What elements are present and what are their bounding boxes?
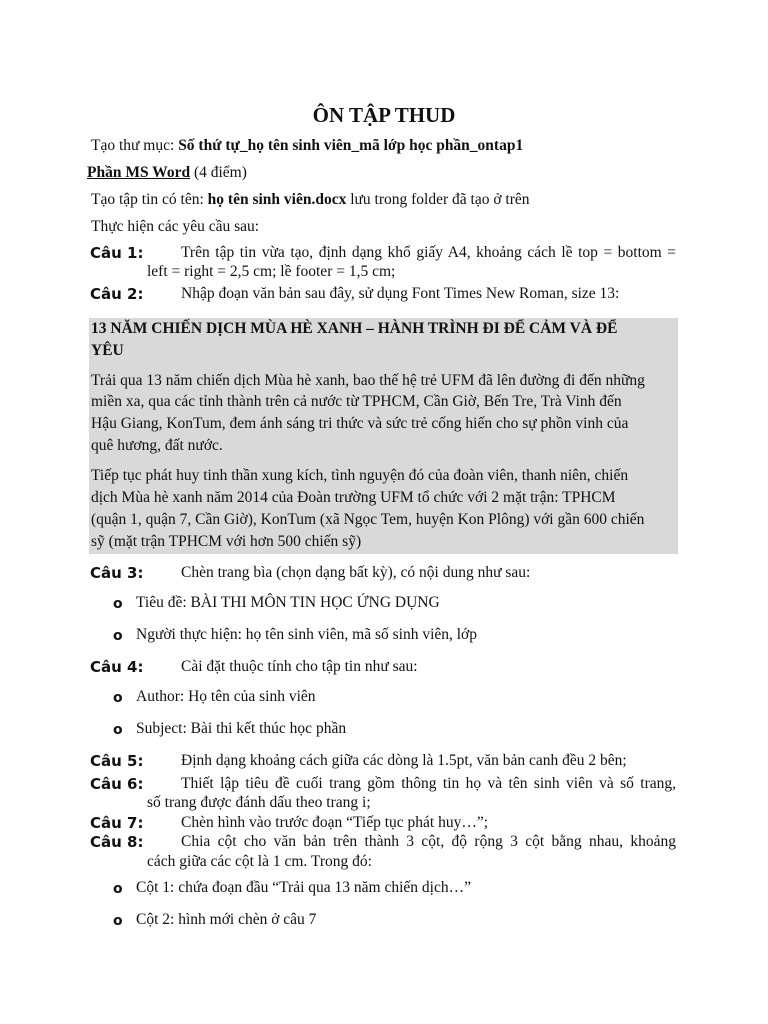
question-1-line-1: Trên tập tin vừa tạo, định dạng khổ giấy A4, khoảng cách lề top = bottom = [181, 244, 676, 261]
question-1-line-2: left = right = 2,5 cm; lề footer = 1,5 cm; [147, 263, 396, 280]
question-5-text: Định dạng khoảng cách giữa các dòng là 1.5pt, văn bản canh đều 2 bên; [181, 752, 627, 769]
question-6-line-2: số trang được đánh dấu theo trang i; [147, 794, 371, 811]
file-prefix: Tạo tập tin có tên: [91, 191, 208, 208]
question-4-bullet-2: Subject: Bài thi kết thúc học phần [136, 720, 347, 737]
requirements-intro: Thực hiện các yêu cầu sau: [91, 218, 260, 235]
question-8-line-2: cách giữa các cột là 1 cm. Trong đó: [147, 853, 372, 870]
question-1-label: Câu 1: [90, 244, 144, 262]
bullet-marker: o [113, 628, 123, 644]
question-8-label: Câu 8: [90, 833, 144, 851]
passage-p2-line-2: dịch Mùa hè xanh năm 2014 của Đoàn trường UFM tổ chức với 2 mặt trận: TPHCM [91, 489, 616, 506]
passage-p2-line-4: sỹ (mặt trận TPHCM với hơn 500 chiến sỹ) [91, 533, 362, 550]
question-8-bullet-1: Cột 1: chứa đoạn đầu “Trải qua 13 năm chiến dịch…” [136, 879, 471, 896]
passage-p1-line-2: miền xa, qua các tỉnh thành trên cả nước từ TPHCM, Cần Giờ, Bến Tre, Trà Vinh đến [91, 393, 622, 410]
question-2-label: Câu 2: [90, 285, 144, 303]
passage-p1-line-1: Trải qua 13 năm chiến dịch Mùa hè xanh, bao thế hệ trẻ UFM đã lên đường đi đến những [91, 372, 645, 389]
folder-prefix: Tạo thư mục: [91, 137, 179, 154]
folder-name-format: Số thứ tự_họ tên sinh viên_mã lớp học phần_ontap1 [178, 137, 524, 154]
question-5-label: Câu 5: [90, 752, 144, 770]
passage-heading-line-1: 13 NĂM CHIẾN DỊCH MÙA HÈ XANH – HÀNH TRÌNH ĐI ĐỂ CẢM VÀ ĐỂ [91, 320, 618, 337]
bullet-marker: o [113, 913, 123, 929]
question-6-label: Câu 6: [90, 775, 144, 793]
question-3-bullet-1: Tiêu đề: BÀI THI MÔN TIN HỌC ỨNG DỤNG [136, 594, 440, 611]
bullet-marker: o [113, 596, 123, 612]
question-6-line-1: Thiết lập tiêu đề cuối trang gồm thông tin họ và tên sinh viên và số trang, [181, 775, 676, 792]
passage-p1-line-3: Hậu Giang, KonTum, đem ánh sáng tri thức và sức trẻ cống hiến cho sự phồn vinh của [91, 415, 629, 432]
bullet-marker: o [113, 722, 123, 738]
file-suffix: lưu trong folder đã tạo ở trên [346, 191, 530, 208]
question-4-text: Cài đặt thuộc tính cho tập tin như sau: [181, 658, 418, 675]
section-title: Phần MS Word [87, 164, 191, 181]
passage-heading-line-2: YÊU [91, 342, 124, 359]
file-instruction [91, 190, 530, 210]
passage-p1-line-4: quê hương, đất nước. [91, 437, 223, 454]
passage-p2-line-3: (quận 1, quận 7, Cần Giờ), KonTum (xã Ngọc Tem, huyện Kon Plông) với gần 600 chiến [91, 511, 645, 528]
question-3-bullet-2: Người thực hiện: họ tên sinh viên, mã số sinh viên, lớp [136, 626, 478, 643]
question-7-label: Câu 7: [90, 814, 144, 832]
document-title: ÔN TẬP THUD [312, 103, 456, 127]
question-8-line-1: Chia cột cho văn bản trên thành 3 cột, độ rộng 3 cột bằng nhau, khoảng [181, 833, 676, 850]
question-8-bullet-2: Cột 2: hình mới chèn ở câu 7 [136, 911, 317, 928]
bullet-marker: o [113, 690, 123, 706]
question-3-text: Chèn trang bìa (chọn dạng bất kỳ), có nội dung như sau: [181, 564, 531, 581]
section-heading [87, 163, 247, 183]
folder-instruction [91, 136, 523, 156]
question-2-text: Nhập đoạn văn bản sau đây, sử dụng Font Times New Roman, size 13: [181, 285, 620, 302]
file-name-format: họ tên sinh viên.docx [207, 191, 347, 208]
question-3-label: Câu 3: [90, 564, 144, 582]
question-4-label: Câu 4: [90, 658, 144, 676]
question-7-text: Chèn hình vào trước đoạn “Tiếp tục phát huy…”; [181, 814, 489, 831]
bullet-marker: o [113, 881, 123, 897]
section-points: (4 điểm) [190, 164, 247, 181]
question-4-bullet-1: Author: Họ tên của sinh viên [136, 688, 316, 705]
passage-p2-line-1: Tiếp tục phát huy tinh thần xung kích, tình nguyện đó của đoàn viên, thanh niên, chiến [91, 467, 629, 484]
